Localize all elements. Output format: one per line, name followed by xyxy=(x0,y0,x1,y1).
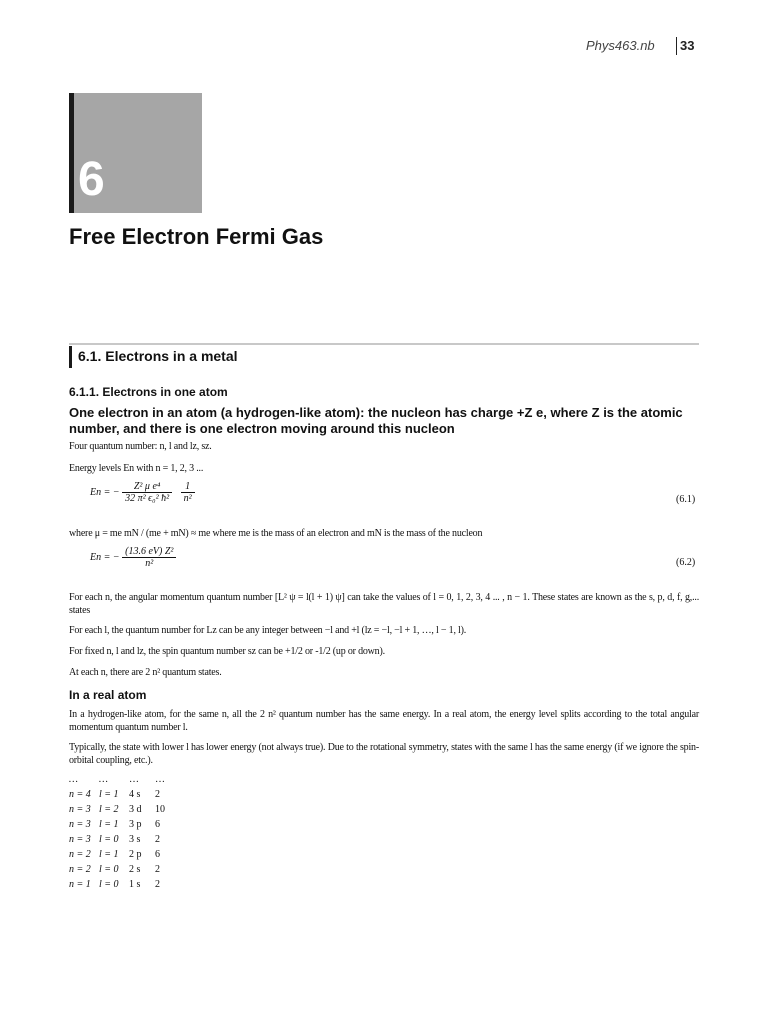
table-cell: … xyxy=(69,774,78,785)
header-divider xyxy=(676,37,677,55)
angular-momentum-paragraph: For each n, the angular momentum quantum number [L² ψ = l(l + 1) ψ] can take the values of l = 0, 1, 2, 3, 4 ... , n − 1. These states are known as the s, p, d, f, g,... states xyxy=(69,592,699,616)
chapter-box-edge xyxy=(69,93,74,213)
chapter-title: Free Electron Fermi Gas xyxy=(69,224,324,249)
table-cell: 3 d xyxy=(129,804,142,815)
table-cell: n = 1 xyxy=(69,879,91,890)
intro-bold-paragraph: One electron in an atom (a hydrogen-like atom): the nucleon has charge +Z e, where Z is the atomic number, and there is one electron moving around this nucleon xyxy=(69,405,683,436)
eq2-lhs: En = − xyxy=(90,551,120,563)
table-row xyxy=(69,879,175,894)
table-row xyxy=(69,789,175,804)
equation-6-2 xyxy=(90,546,176,569)
table-cell: … xyxy=(99,774,108,785)
spin-line: For fixed n, l and lz, the spin quantum number sz can be +1/2 or -1/2 (up or down). xyxy=(69,646,385,657)
table-cell: l = 2 xyxy=(99,804,119,815)
table-cell: 4 s xyxy=(129,789,141,800)
table-cell: n = 3 xyxy=(69,834,91,845)
table-cell: l = 1 xyxy=(99,789,119,800)
chapter-number: 6 xyxy=(78,153,105,206)
table-cell: 2 xyxy=(155,834,160,845)
table-cell: l = 0 xyxy=(99,864,119,875)
table-row xyxy=(69,864,175,879)
section-title: 6.1. Electrons in a metal xyxy=(78,348,238,364)
real-atom-paragraph-1: In a hydrogen-like atom, for the same n, all the 2 n² quantum number has the same energy. In a real atom, the energy level splits according to the total angular momentum quantum number l. xyxy=(69,709,699,733)
table-row xyxy=(69,834,175,849)
quantum-numbers-line: Four quantum number: n, l and lz, sz. xyxy=(69,441,212,452)
table-cell: 6 xyxy=(155,819,160,830)
table-cell: n = 3 xyxy=(69,804,91,815)
table-cell: 3 s xyxy=(129,834,141,845)
real-atom-heading: In a real atom xyxy=(69,688,147,702)
table-cell: 2 p xyxy=(129,849,142,860)
eq2-numerator: (13.6 eV) Z² xyxy=(122,546,176,558)
eq2-denominator: n² xyxy=(145,558,154,569)
table-cell: … xyxy=(129,774,139,785)
eq1-denominator: 32 π² ϵ₀² ħ² xyxy=(125,493,170,504)
eq1-tail-fraction xyxy=(181,481,195,504)
equation-label-6-2: (6.2) xyxy=(676,557,696,568)
eq2-fraction xyxy=(122,546,176,569)
table-cell: 2 xyxy=(155,879,160,890)
table-cell: 1 s xyxy=(129,879,141,890)
reduced-mass-line: where μ = me mN / (me + mN) ≈ me where me is the mass of an electron and mN is the mass of the nucleon xyxy=(69,528,483,539)
table-cell: n = 3 xyxy=(69,819,91,830)
equation-6-1 xyxy=(90,481,195,504)
eq1-tail-numerator: 1 xyxy=(181,481,195,493)
equation-label-6-1: (6.1) xyxy=(676,494,696,505)
table-cell: l = 1 xyxy=(99,849,119,860)
table-cell: l = 0 xyxy=(99,834,119,845)
table-row xyxy=(69,849,175,864)
section-rule xyxy=(69,343,699,345)
lz-line: For each l, the quantum number for Lz can be any integer between −l and +l (lz = −l, −l + 1, …, l − 1, l). xyxy=(69,625,467,636)
table-cell: n = 2 xyxy=(69,864,91,875)
real-atom-paragraph-2: Typically, the state with lower l has lower energy (not always true). Due to the rotational symmetry, states with the same l has the same energy (if we ignore the spin-orbital coupling, etc.). xyxy=(69,742,699,766)
subsection-title: 6.1.1. Electrons in one atom xyxy=(69,385,228,399)
table-cell: l = 1 xyxy=(99,819,119,830)
table-cell: n = 4 xyxy=(69,789,91,800)
eq1-numerator: Z² μ e⁴ xyxy=(122,481,172,493)
states-count-line: At each n, there are 2 n² quantum states. xyxy=(69,667,222,678)
orbital-table xyxy=(69,774,175,894)
energy-levels-line: Energy levels En with n = 1, 2, 3 ... xyxy=(69,463,204,474)
eq1-lhs: En = − xyxy=(90,486,120,498)
eq1-fraction xyxy=(122,481,172,504)
table-row xyxy=(69,774,175,789)
table-cell: 3 p xyxy=(129,819,142,830)
table-row xyxy=(69,819,175,834)
table-cell: l = 0 xyxy=(99,879,119,890)
table-cell: 6 xyxy=(155,849,160,860)
table-cell: 2 xyxy=(155,789,160,800)
table-cell: … xyxy=(155,774,165,785)
page-number: 33 xyxy=(680,38,695,53)
table-cell: n = 2 xyxy=(69,849,91,860)
table-row xyxy=(69,804,175,819)
eq1-tail-denominator: n² xyxy=(183,493,192,504)
section-marker xyxy=(69,346,72,368)
table-cell: 2 s xyxy=(129,864,141,875)
table-cell: 10 xyxy=(155,804,165,815)
table-cell: 2 xyxy=(155,864,160,875)
notebook-filename: Phys463.nb xyxy=(586,38,655,53)
